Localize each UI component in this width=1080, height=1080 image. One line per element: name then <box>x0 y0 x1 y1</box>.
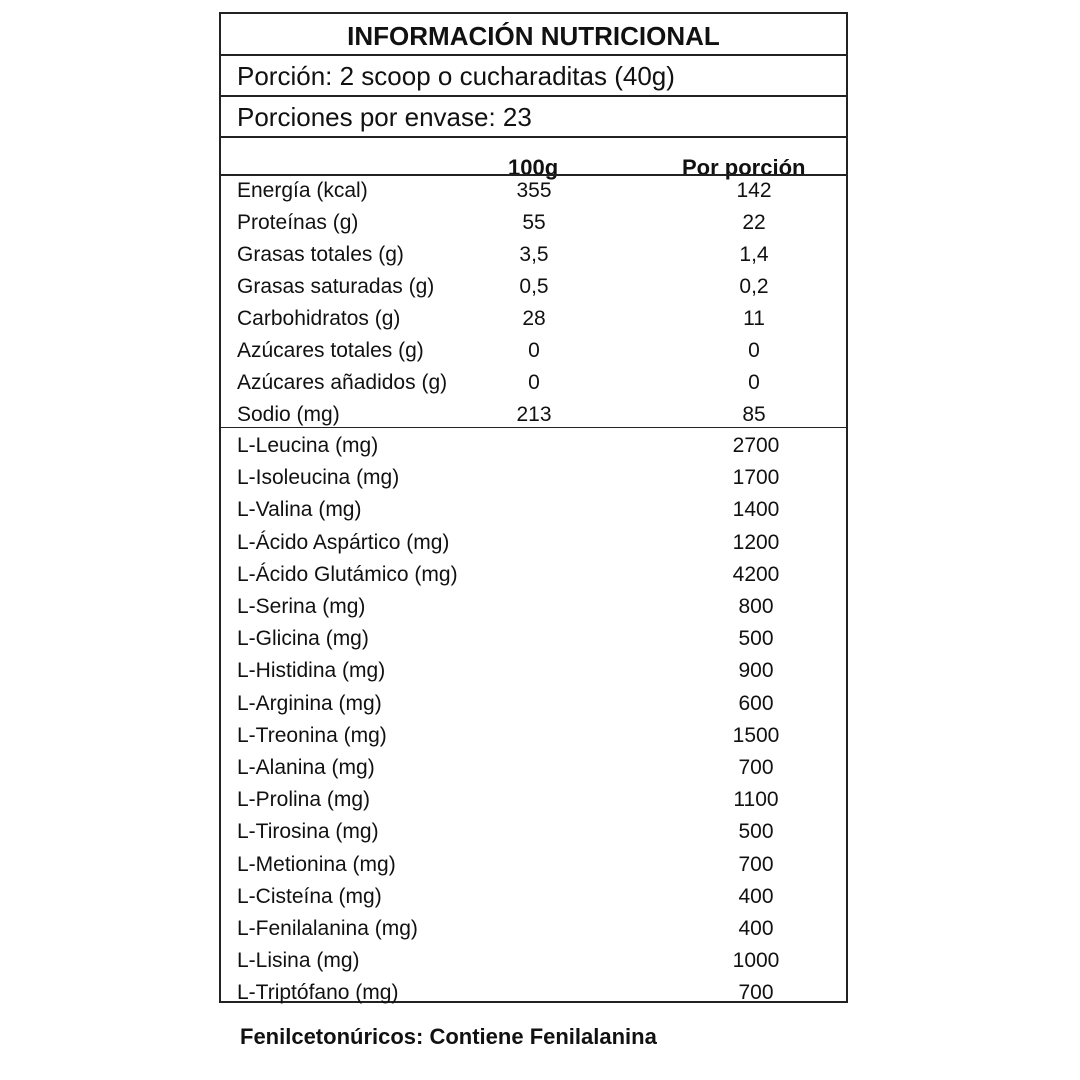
phenylketonuria-warning: Fenilcetonúricos: Contiene Fenilalanina <box>240 1024 657 1049</box>
amino-acid-value-per-serving: 600 <box>738 691 774 715</box>
amino-acid-name: L-Fenilalanina (mg) <box>237 917 418 940</box>
amino-acid-value-per-serving: 700 <box>738 852 774 876</box>
amino-acid-name: L-Prolina (mg) <box>237 788 371 812</box>
column-header-100g: 100g <box>508 155 559 180</box>
nutrient-value-100g: 28 <box>522 307 546 330</box>
amino-acid-name: L-Ácido Glutámico (mg) <box>237 562 458 586</box>
divider <box>221 136 846 138</box>
nutrient-value-100g: 355 <box>516 179 552 202</box>
amino-acid-value-per-serving: 400 <box>738 884 774 908</box>
amino-acid-name: L-Metionina (mg) <box>237 852 396 876</box>
nutrient-value-per-serving: 0,2 <box>739 275 769 298</box>
amino-acid-name: L-Ácido Aspártico (mg) <box>237 530 450 554</box>
nutrient-name: Azúcares totales (g) <box>237 339 424 362</box>
divider <box>221 174 846 176</box>
amino-acid-value-per-serving: 1200 <box>732 530 780 554</box>
amino-acid-value-per-serving: 1500 <box>732 723 780 747</box>
amino-acid-value-per-serving: 800 <box>738 595 774 618</box>
nutrient-name: Azúcares añadidos (g) <box>237 371 448 394</box>
amino-acid-name: L-Treonina (mg) <box>237 723 387 747</box>
amino-acid-name: L-Isoleucina (mg) <box>237 466 400 490</box>
nutrient-value-per-serving: 85 <box>742 403 766 426</box>
serving-size: Porción: 2 scoop o cucharaditas (40g) <box>237 61 675 91</box>
table-title: INFORMACIÓN NUTRICIONAL <box>347 21 720 51</box>
amino-acid-value-per-serving: 500 <box>738 627 774 651</box>
nutrient-name: Energía (kcal) <box>237 179 368 202</box>
amino-acid-value-per-serving: 900 <box>738 659 774 683</box>
amino-acid-name: L-Histidina (mg) <box>237 659 386 683</box>
nutrient-value-per-serving: 11 <box>743 307 765 330</box>
amino-acid-value-per-serving: 1000 <box>732 949 780 973</box>
amino-acid-name: L-Tirosina (mg) <box>237 820 379 844</box>
amino-acid-name: L-Glicina (mg) <box>237 627 369 651</box>
amino-acid-name: L-Arginina (mg) <box>237 691 382 715</box>
nutrient-value-100g: 0,5 <box>519 275 549 298</box>
nutrition-facts-table <box>219 12 848 1003</box>
nutrient-value-per-serving: 0 <box>748 339 760 362</box>
nutrient-value-100g: 3,5 <box>519 243 549 266</box>
nutrient-name: Grasas totales (g) <box>237 243 404 266</box>
divider <box>221 427 846 428</box>
column-header-per-serving: Por porción <box>682 155 806 180</box>
amino-acid-name: L-Alanina (mg) <box>237 756 375 779</box>
nutrient-value-per-serving: 142 <box>736 179 772 202</box>
amino-acid-name: L-Triptófano (mg) <box>237 981 399 1005</box>
amino-acid-value-per-serving: 700 <box>738 981 774 1005</box>
amino-acid-value-per-serving: 1400 <box>732 498 780 522</box>
amino-acid-value-per-serving: 4200 <box>732 562 780 586</box>
nutrient-value-100g: 0 <box>528 339 540 362</box>
nutrient-value-per-serving: 22 <box>742 211 766 234</box>
amino-acid-value-per-serving: 1100 <box>733 788 779 812</box>
nutrient-name: Proteínas (g) <box>237 211 359 234</box>
amino-acid-value-per-serving: 2700 <box>732 434 780 457</box>
nutrient-value-100g: 213 <box>516 403 552 426</box>
amino-acid-value-per-serving: 400 <box>738 917 774 940</box>
amino-acid-value-per-serving: 1700 <box>732 466 780 490</box>
amino-acid-name: L-Lisina (mg) <box>237 949 360 973</box>
nutrient-name: Grasas saturadas (g) <box>237 275 435 298</box>
amino-acid-value-per-serving: 700 <box>738 756 774 779</box>
amino-acid-value-per-serving: 500 <box>738 820 774 844</box>
servings-per-container: Porciones por envase: 23 <box>237 102 532 132</box>
amino-acid-name: L-Cisteína (mg) <box>237 884 382 908</box>
nutrient-value-per-serving: 1,4 <box>739 243 769 266</box>
amino-acid-name: L-Leucina (mg) <box>237 434 379 457</box>
nutrient-name: Sodio (mg) <box>237 403 340 426</box>
amino-acid-name: L-Valina (mg) <box>237 498 362 522</box>
nutrient-value-per-serving: 0 <box>748 371 760 394</box>
nutrient-value-100g: 0 <box>528 371 540 394</box>
amino-acid-name: L-Serina (mg) <box>237 595 366 618</box>
nutrient-value-100g: 55 <box>522 211 546 234</box>
nutrient-name: Carbohidratos (g) <box>237 307 401 330</box>
